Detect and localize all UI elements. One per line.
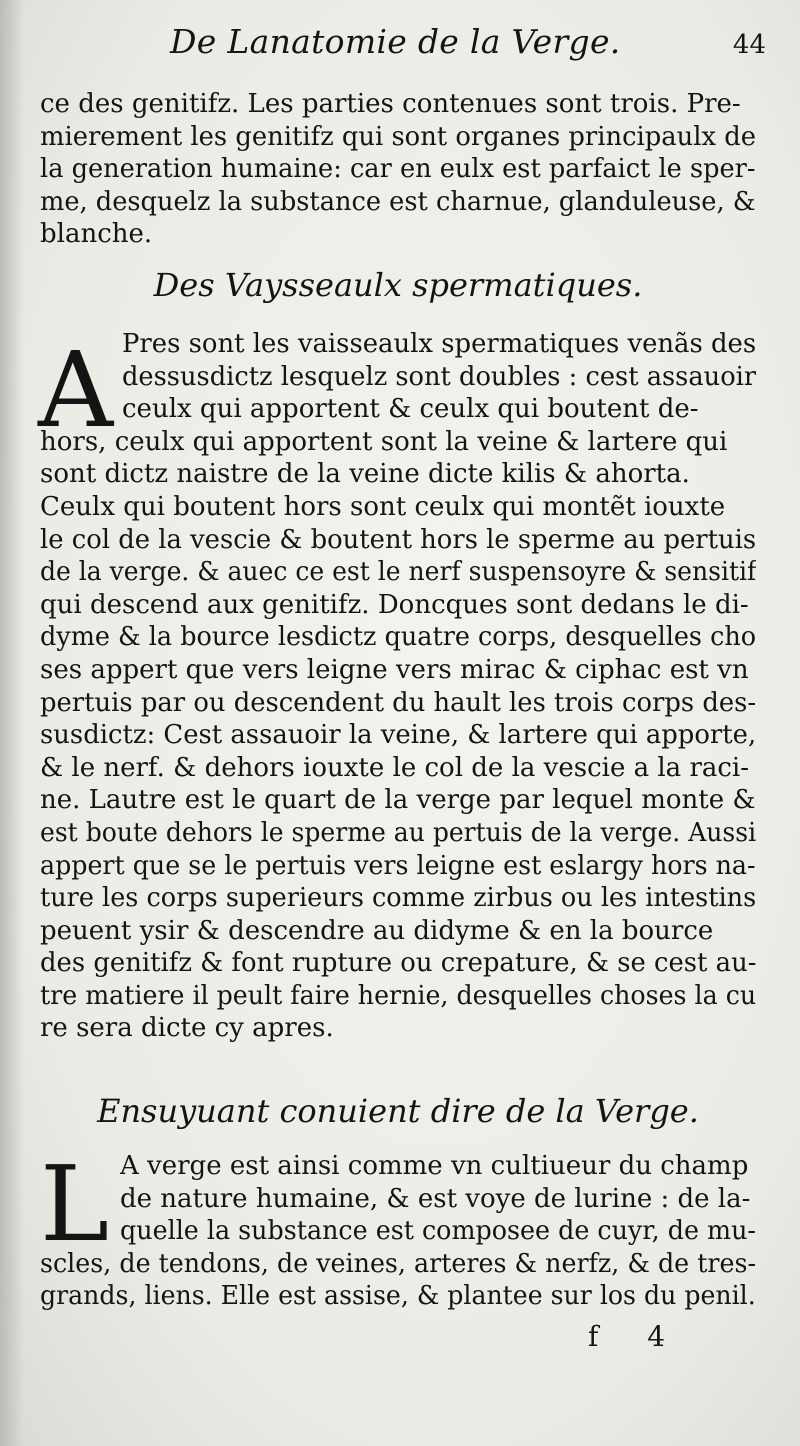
text-line: qui descend aux genitifz. Doncques sont dedans le di-	[40, 589, 749, 620]
section-heading-vaysseaulx: Des Vaysseaulx spermatiques.	[153, 266, 643, 304]
text-line: me, desquelz la substance est charnue, glanduleuse, &	[40, 186, 756, 217]
text-line: peuent ysir & descendre au didyme & en la bource	[40, 915, 714, 946]
text-line: hors, ceulx qui apportent sont la veine & lartere qui	[40, 426, 728, 457]
text-line: ceulx qui apportent & ceulx qui boutent de-	[122, 394, 699, 425]
text-line: ses appert que vers leigne vers mirac & ciphac est vn	[40, 654, 749, 685]
paragraph-verge	[40, 1143, 756, 1313]
text-line: dyme & la bource lesdictz quatre corps, desquelles cho	[40, 622, 756, 653]
text-line: blanche.	[40, 219, 153, 250]
page-number: 44	[732, 30, 766, 60]
paragraph-vaysseaulx	[40, 328, 756, 1045]
text-line: sont dictz naistre de la veine dicte kilis & ahorta.	[40, 459, 690, 490]
text-line: quelle la substance est composee de cuyr, de mu-	[120, 1216, 756, 1247]
text-line: de la verge. & auec ce est le nerf suspensoyre & sensitif	[40, 557, 756, 588]
drop-cap-a: A	[38, 329, 114, 451]
text-line: de nature humaine, & est voye de lurine : de la-	[120, 1183, 751, 1214]
text-line: susdictz: Cest assauoir la veine, & lartere qui apporte,	[40, 720, 756, 751]
paragraph-genitifz	[40, 88, 756, 251]
spine-shadow	[0, 0, 24, 1446]
text-line: A verge est ainsi comme vn cultiueur du champ	[120, 1151, 749, 1181]
running-head: De Lanatomie de la Verge.	[170, 22, 621, 61]
text-line: ne. Lautre est le quart de la verge par lequel monte &	[40, 785, 756, 816]
text-line: Ceulx qui boutent hors sont ceulx qui montẽt iouxte	[40, 491, 726, 522]
text-line: la generation humaine: car en eulx est parfaict le sper-	[40, 154, 756, 185]
text-line: appert que se le pertuis vers leigne est eslargy hors na-	[40, 850, 756, 881]
drop-cap-l: L	[40, 1143, 110, 1265]
text-line: & le nerf. & dehors iouxte le col de la vescie a la raci-	[40, 752, 750, 783]
text-line: ture les corps superieurs comme zirbus ou les intestins	[40, 883, 756, 914]
section-heading-verge: Ensuyuant conuient dire de la Verge.	[97, 1092, 699, 1130]
text-line: re sera dicte cy apres.	[40, 1013, 334, 1044]
text-line: dessusdictz lesquelz sont doubles : cest assauoir	[122, 361, 756, 392]
text-line: le col de la vescie & boutent hors le sperme au pertuis	[40, 524, 756, 555]
signature-mark: f 4	[588, 1320, 686, 1353]
text-line: pertuis par ou descendent du hault les trois corps des-	[40, 687, 756, 718]
text-line: grands, liens. Elle est assise, & plantee sur los du penil.	[40, 1281, 756, 1312]
text-line: scles, de tendons, de veines, arteres & nerfz, & de tres-	[40, 1248, 756, 1279]
text-line: est boute dehors le sperme au pertuis de la verge. Aussi	[40, 817, 756, 848]
text-line: Pres sont les vaisseaulx spermatiques venãs des	[122, 329, 756, 359]
page-header	[40, 22, 766, 72]
text-line: des genitifz & font rupture ou crepature, & se cest au-	[40, 948, 756, 979]
text-line: tre matiere il peult faire hernie, desquelles choses la cu	[40, 980, 756, 1011]
text-line: mierement les genitifz qui sont organes principaulx de	[40, 121, 756, 152]
text-line: ce des genitifz. Les parties contenues sont trois. Pre-	[40, 89, 741, 119]
